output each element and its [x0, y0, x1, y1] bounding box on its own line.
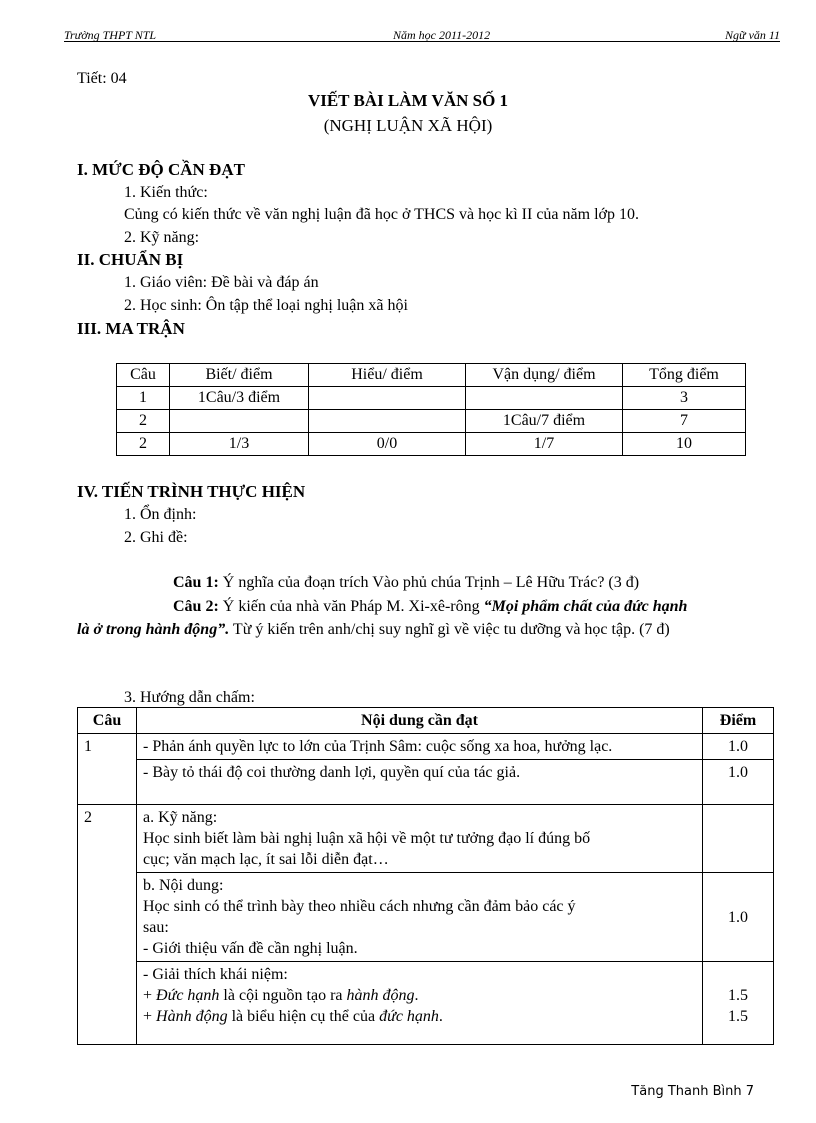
- grading-score-cell: [703, 805, 774, 873]
- section1-item2: 2. Kỹ năng:: [124, 229, 200, 246]
- header-divider: [64, 41, 780, 42]
- grading-content-cell: - Phản ánh quyền lực to lớn của Trịnh Sâm: cuộc sống xa hoa, hưởng lạc.: [137, 734, 703, 760]
- matrix-header-cell: Tổng điểm: [623, 364, 746, 387]
- grading-content-cell: [137, 962, 703, 1045]
- matrix-header-cell: Hiểu/ điểm: [309, 364, 466, 387]
- header-year: Năm học 2011-2012: [393, 28, 491, 42]
- table-row: [78, 734, 774, 760]
- grading-line: a. Kỹ năng:: [143, 809, 218, 826]
- grading-score: 1.5: [728, 987, 748, 1004]
- grading-score-cell: 1.0: [703, 760, 774, 805]
- question-2-quote-a: “Mọi phẩm chất của đức hạnh: [483, 598, 688, 615]
- matrix-cell: 0/0: [309, 433, 466, 456]
- grading-score-cell: [703, 962, 774, 1045]
- grading-header-row: [78, 708, 774, 734]
- matrix-cell: [309, 410, 466, 433]
- section2-item2: 2. Học sinh: Ôn tập thể loại nghị luận xã hội: [124, 297, 408, 314]
- question-2-line2: [77, 620, 670, 640]
- grading-line: sau:: [143, 919, 169, 936]
- question-1: [173, 573, 639, 593]
- table-row: [78, 760, 774, 805]
- matrix-header-cell: Biết/ điểm: [170, 364, 309, 387]
- grading-score-cell: 1.0: [703, 734, 774, 760]
- grading-line: b. Nội dung:: [143, 877, 224, 894]
- grading-header-cell: Điểm: [703, 708, 774, 734]
- question-2-text-b: Từ ý kiến trên anh/chị suy nghĩ gì về việc tu dưỡng và học tập. (7 đ): [229, 621, 670, 638]
- matrix-cell: 10: [623, 433, 746, 456]
- grading-header-cell: Nội dung cần đạt: [137, 708, 703, 734]
- grading-line: cục; văn mạch lạc, ít sai lỗi diễn đạt…: [143, 851, 389, 868]
- matrix-table: [116, 363, 746, 456]
- header-subject: Ngữ văn 11: [725, 28, 780, 42]
- grading-line: + Đức hạnh là cội nguồn tạo ra hành động.: [143, 987, 419, 1004]
- section2-heading: II. CHUẨN BỊ: [77, 250, 184, 269]
- grading-header-cell: Câu: [78, 708, 137, 734]
- matrix-header-row: [117, 364, 746, 387]
- question-2-text-a: Ý kiến của nhà văn Pháp M. Xi-xê-rông: [218, 598, 484, 615]
- matrix-cell: [309, 387, 466, 410]
- grading-table: [77, 707, 774, 1045]
- matrix-header-cell: Vận dụng/ điểm: [466, 364, 623, 387]
- grading-content-cell: - Bày tỏ thái độ coi thường danh lợi, quyền quí của tác giả.: [137, 760, 703, 805]
- grading-line: - Giới thiệu vấn đề cần nghị luận.: [143, 940, 358, 957]
- table-row: [78, 962, 774, 1045]
- matrix-cell: 7: [623, 410, 746, 433]
- table-row: [78, 873, 774, 962]
- matrix-header-cell: Câu: [117, 364, 170, 387]
- lesson-label: Tiết: 04: [77, 70, 127, 87]
- matrix-cell: 1Câu/3 điểm: [170, 387, 309, 410]
- matrix-cell: 1/3: [170, 433, 309, 456]
- question-2-label: Câu 2:: [173, 598, 219, 615]
- table-row: [117, 433, 746, 456]
- section4-heading: IV. TIẾN TRÌNH THỰC HIỆN: [77, 482, 306, 501]
- table-row: [78, 805, 774, 873]
- page-subtitle: (NGHỊ LUẬN XÃ HỘI): [323, 116, 493, 135]
- section1-item1-text: Củng có kiến thức về văn nghị luận đã học ở THCS và học kì II của năm lớp 10.: [124, 206, 639, 223]
- matrix-cell: [466, 387, 623, 410]
- grading-question-cell: 1: [78, 734, 137, 805]
- grading-question-cell: 2: [78, 805, 137, 1045]
- matrix-cell: 1: [117, 387, 170, 410]
- section1-heading: I. MỨC ĐỘ CẦN ĐẠT: [77, 160, 245, 179]
- grading-score-cell: 1.0: [703, 873, 774, 962]
- section1-item1: 1. Kiến thức:: [124, 184, 208, 201]
- section4-item1: 1. Ổn định:: [124, 506, 197, 523]
- section4-item3: 3. Hướng dẫn chấm:: [124, 689, 255, 706]
- header-school: Trường THPT NTL: [64, 28, 157, 42]
- matrix-cell: [170, 410, 309, 433]
- question-1-label: Câu 1:: [173, 574, 219, 591]
- question-2-quote-b: là ở trong hành động”.: [77, 621, 230, 638]
- grading-line: Học sinh có thể trình bày theo nhiều cách nhưng cần đảm bảo các ý: [143, 898, 576, 915]
- section2-item1: 1. Giáo viên: Đề bài và đáp án: [124, 274, 319, 291]
- grading-score: 1.5: [728, 1008, 748, 1025]
- page-title: VIẾT BÀI LÀM VĂN SỐ 1: [307, 91, 509, 110]
- table-row: [117, 410, 746, 433]
- grading-content-cell: [137, 873, 703, 962]
- question-1-text: Ý nghĩa của đoạn trích Vào phủ chúa Trịnh – Lê Hữu Trác? (3 đ): [218, 574, 640, 591]
- grading-line: - Giải thích khái niệm:: [143, 966, 288, 983]
- section3-heading: III. MA TRẬN: [77, 319, 185, 338]
- matrix-cell: 2: [117, 433, 170, 456]
- grading-content-cell: [137, 805, 703, 873]
- table-row: [117, 387, 746, 410]
- matrix-cell: 1Câu/7 điểm: [466, 410, 623, 433]
- question-2-line1: [173, 597, 687, 617]
- page-footer: Tăng Thanh Bình 7: [631, 1084, 754, 1099]
- grading-line: Học sinh biết làm bài nghị luận xã hội về một tư tưởng đạo lí đúng bố: [143, 830, 591, 847]
- section4-item2: 2. Ghi đề:: [124, 529, 188, 546]
- matrix-cell: 3: [623, 387, 746, 410]
- matrix-cell: 1/7: [466, 433, 623, 456]
- grading-line: + Hành động là biểu hiện cụ thể của đức hạnh.: [143, 1008, 443, 1025]
- matrix-cell: 2: [117, 410, 170, 433]
